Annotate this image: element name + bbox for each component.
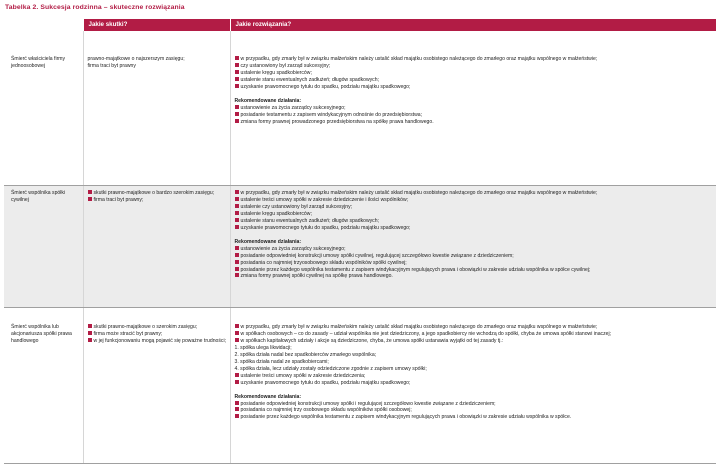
list-item-text: posiadanie odpowiedniej konstrukcji umowy spółki i regulującej szczegółowo kwestie związane z dziedziczeniem; [240,400,496,407]
bullet-square-icon [88,190,92,194]
bullet-square-icon [235,267,239,271]
effects-cell [83,31,230,186]
bullet-square-icon [235,197,239,201]
list-item [235,105,715,112]
list-item-text: ustanowienie za życia zarządcy sukcesyjnego; [240,104,346,111]
list-item [235,331,715,338]
list-item [235,56,715,63]
bullet-square-icon [235,253,239,257]
list-item [235,246,715,253]
list-item-text: 4. spółka działa, lecz udziały zostały odziedziczone zgodnie z zapisem umowy spółki; [234,365,427,372]
list-item [88,197,228,204]
list-item-text: skutki prawno-majątkowe o bardzo szerokim zasięgu; [93,190,215,196]
list-item-text: ustalenie stanu ewentualnych zadłużeń; długów spadkowych; [240,76,379,83]
bullet-square-icon [235,338,239,342]
bullet-square-icon [88,197,92,201]
list-item-text: czy ustanowiony był zarząd sukcesyjny; [240,62,331,69]
list-item-text: w spółkach kapitałowych udziały i akcje są dziedziczone, chyba, że umowa spółki ustanawia wyjątki od tej zasady tj.: [240,337,504,344]
bullet-square-icon [235,119,239,123]
list-item [235,324,715,331]
list-item-text: ustalenie czy ustanowiony był zarząd sukcesyjny; [240,203,353,210]
recommendations-heading: Rekomendowane działania: [234,238,302,245]
list-item [235,352,715,359]
list-item-text: posiadania co najmniej trzyosobowego składu wspólników spółki cywilnej; [240,259,407,266]
header-empty [4,19,83,31]
list-item-text: ustalenie kręgu spadkobierców; [240,210,312,217]
list-item-text: uzyskanie prawomocnego tytułu do spadku, podziału majątku spadkowego; [240,379,411,386]
effects-cell [83,308,230,464]
header-solutions: Jakie rozwiązania? [230,19,716,31]
list-item [235,407,715,414]
bullet-square-icon [235,260,239,264]
list-item-text: posiadanie przez każdego wspólnika testamentu z zapisem windykacyjnym regulujących prawa i obowiązki w zakresie udziału wspólnika w spółce cywilnej; [240,266,591,273]
bullet-square-icon [235,414,239,418]
list-item [88,331,228,338]
list-item-text: posiadanie przez każdego wspólnika testamentu z zapisem windykacyjnym regulujących prawa i obowiązki w zakresie udziału wspólnika w spółce. [240,414,572,421]
list-item [235,197,715,204]
list-item [235,359,715,366]
list-item-text: zmiana formy prawnej spółki cywilnej na spółkę prawa handlowego. [240,273,393,280]
list-item-text: uzyskanie prawomocnego tytułu do spadku, podziału majątku spadkowego; [240,83,411,90]
list-item [88,324,228,331]
list-item-text: w spółkach osobowych – co do zasady – udział wspólnika nie jest dziedziczony, a jego spadkobiercy nie wchodzą do spółki, chyba że umowa spółki stanowi inaczej; [240,330,612,337]
list-item-text: 3. spółka działa nadal ze spadkobiercami; [234,358,329,365]
case-label: Śmierć wspólnika spółki cywilnej [4,186,83,308]
list-item-text: posiadanie testamentu z zapisem windykacyjnym odnośnie do przedsiębiorstwa; [240,111,422,118]
bullet-square-icon [235,77,239,81]
bullet-square-icon [235,225,239,229]
list-item [235,267,715,274]
list-item-text: firma może stracić byt prawny; [93,330,163,337]
table-row [4,31,716,186]
bullet-square-icon [235,273,239,277]
list-item [235,345,715,352]
bullet-square-icon [235,63,239,67]
bullet-square-icon [235,70,239,74]
list-item [235,380,715,387]
list-item-text: w jej funkcjonowaniu mogą pojawić się poważne trudności; [93,337,227,344]
bullet-square-icon [235,331,239,335]
bullet-square-icon [235,56,239,60]
list-item [235,273,715,280]
bullet-square-icon [235,190,239,194]
list-item [235,112,715,119]
list-item-text: uzyskanie prawomocnego tytułu do spadku, podziału majątku spadkowego; [240,224,411,231]
recommendations-heading: Rekomendowane działania: [234,97,302,104]
list-item-text: ustalenie treści umowy spółki w zakresie dziedziczenie i ilości wspólników; [240,196,409,203]
list-item-text: skutki prawno-majątkowe o szerokim zasięgu; [93,324,198,330]
list-item-text: firma traci byt prawny; [93,196,144,203]
list-item-text: 2. spółka działa nadal bez spadkobierców zmarłego wspólnika; [234,351,377,358]
list-item-text: ustalenie kręgu spadkobierców; [240,69,312,76]
list-item [88,190,228,197]
list-item-text: w przypadku, gdy zmarły był w związku małżeńskim należy ustalić skład majątku osobistego należącego do zmarłego oraz majątku wspólnego w małżeństwie; [240,56,598,62]
table-row [4,186,716,308]
bullet-square-icon [235,246,239,250]
list-item [235,401,715,408]
solutions-cell [230,308,716,464]
list-item-text: posiadania co najmniej trzy osobowego składu wspólników spółki osobowej; [240,407,412,414]
solutions-cell [230,31,716,186]
succession-table [4,19,716,464]
case-label: Śmierć właściciela firmy jednoosobowej [4,31,83,186]
bullet-square-icon [88,324,92,328]
list-item [235,253,715,260]
list-item [235,414,715,421]
bullet-square-icon [235,401,239,405]
list-item-text: posiadanie odpowiedniej konstrukcji umowy spółki cywilnej, regulującej szczegółowo kwestie związane z dziedziczeniem; [240,252,514,259]
bullet-square-icon [235,324,239,328]
list-item-text: ustalenie treści umowy spółki w zakresie dziedziczenia; [240,372,366,379]
header-row [4,19,716,31]
bullet-square-icon [235,380,239,384]
list-item [235,225,715,232]
bullet-square-icon [235,211,239,215]
list-item-text: prawno-majątkowe o najszerszym zasięgu; [87,56,185,62]
bullet-square-icon [235,373,239,377]
list-item-text: w przypadku, gdy zmarły był w związku małżeńskim należy ustalić skład majątku osobistego należącego do zmarłego oraz majątku wspólnego w małżeństwie; [240,324,598,330]
list-item [88,63,228,70]
bullet-square-icon [88,331,92,335]
bullet-square-icon [235,218,239,222]
list-item-text: firma traci byt prawny [87,62,136,69]
list-item [235,70,715,77]
table-row [4,308,716,464]
solutions-cell [230,186,716,308]
recommendations-heading: Rekomendowane działania: [234,393,302,400]
bullet-square-icon [235,105,239,109]
list-item [235,218,715,225]
list-item [88,338,228,345]
list-item-text: ustalenie stanu ewentualnych zadłużeń; długów spadkowych; [240,217,379,224]
bullet-square-icon [235,407,239,411]
list-item [235,260,715,267]
list-item [235,211,715,218]
list-item-text: w przypadku, gdy zmarły był w związku małżeńskim należy ustalić skład majątku osobistego należącego do zmarłego oraz majątku wspólnego w małżeństwie; [240,190,598,196]
list-item [235,373,715,380]
case-label: Śmierć wspólnika lub akcjonariusza spółki prawa handlowego [4,308,83,464]
header-effects: Jakie skutki? [83,19,230,31]
list-item [88,56,228,63]
list-item [235,77,715,84]
effects-cell [83,186,230,308]
list-item [235,190,715,197]
list-item-text: ustanowienie za życia zarządcy sukcesyjnego; [240,245,346,252]
list-item [235,63,715,70]
list-item-text: zmiana formy prawnej prowadzonego przedsiębiorstwa na spółkę prawa handlowego. [240,118,434,125]
list-item [235,84,715,91]
bullet-square-icon [235,112,239,116]
bullet-square-icon [235,204,239,208]
table-title: Tabelka 2. Sukcesja rodzinna – skuteczne rozwiązania [5,4,185,11]
list-item [235,338,715,345]
list-item [235,204,715,211]
list-item [235,366,715,373]
list-item [235,119,715,126]
bullet-square-icon [88,338,92,342]
list-item-text: 1. spółka ulega likwidacji; [234,344,292,351]
bullet-square-icon [235,84,239,88]
